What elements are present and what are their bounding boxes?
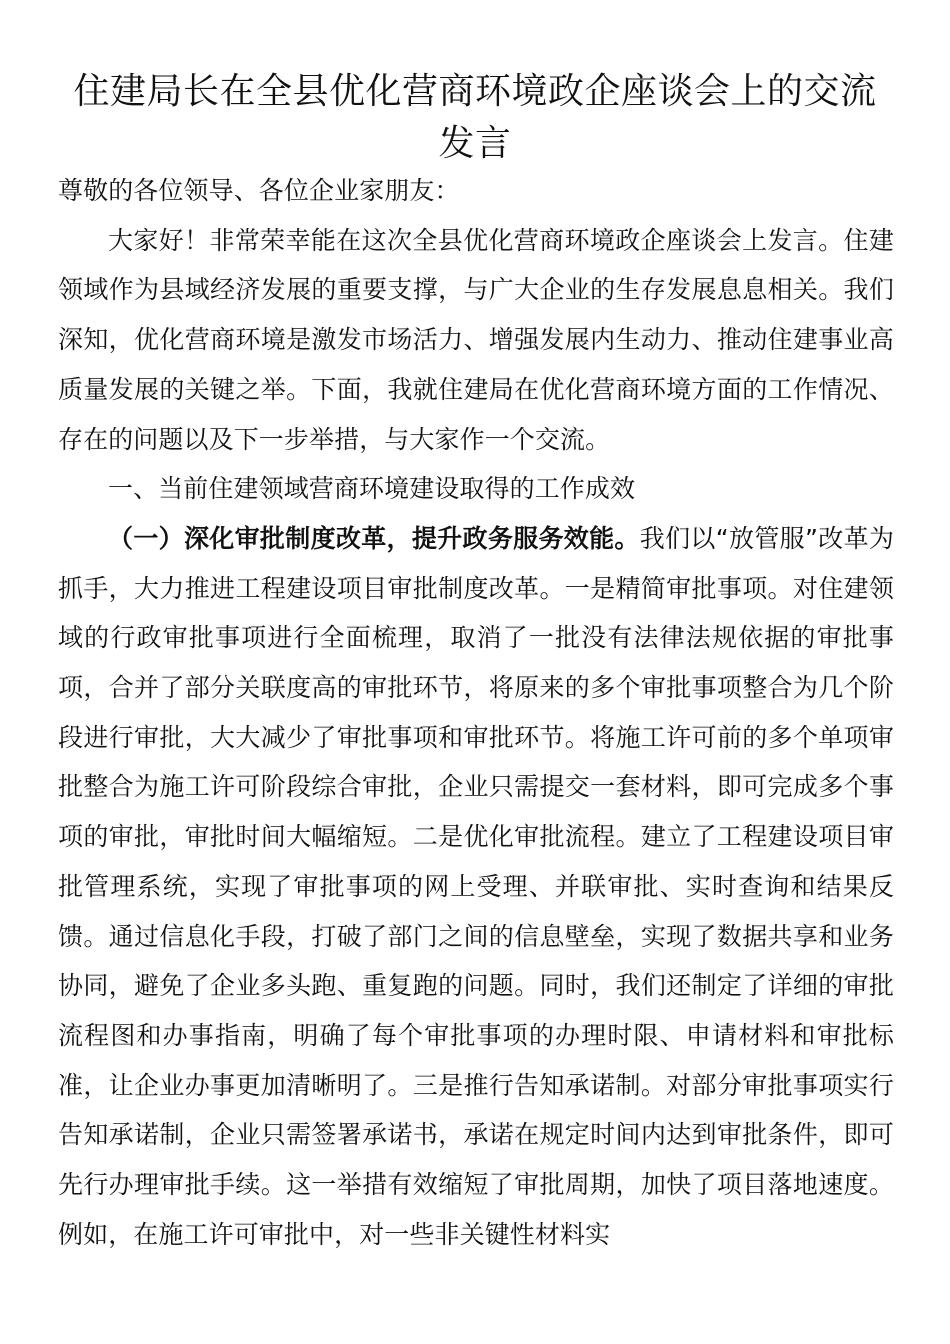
- subsection-paragraph: [58, 514, 894, 1260]
- subsection-text: 我们以“放管服”改革为抓手，大力推进工程建设项目审批制度改革。一是精简审批事项。对住建领域的行政审批事项进行全面梳理，取消了一批没有法律法规依据的审批事项，合并了部分关联度高的审批环节，将原来的多个审批事项整合为几个阶段进行审批，大大减少了审批事项和审批环节。将施工许可前的多个单项审批整合为施工许可阶段综合审批，企业只需提交一套材料，即可完成多个事项的审批，审批时间大幅缩短。二是优化审批流程。建立了工程建设项目审批管理系统，实现了审批事项的网上受理、并联审批、实时查询和结果反馈。通过信息化手段，打破了部门之间的信息壁垒，实现了数据共享和业务协同，避免了企业多头跑、重复跑的问题。同时，我们还制定了详细的审批流程图和办事指南，明确了每个审批事项的办理时限、申请材料和审批标准，让企业办事更加清晰明了。三是推行告知承诺制。对部分审批事项实行告知承诺制，企业只需签署承诺书，承诺在规定时间内达到审批条件，即可先行办理审批手续。这一举措有效缩短了审批周期，加快了项目落地速度。例如，在施工许可审批中，对一些非关键性材料实: [58, 523, 894, 1249]
- document-body: [58, 166, 894, 1259]
- salutation: 尊敬的各位领导、各位企业家朋友：: [58, 176, 460, 205]
- subsection-heading: （一）深化审批制度改革，提升政务服务效能。: [108, 523, 640, 553]
- document-title: 住建局长在全县优化营商环境政企座谈会上的交流发言: [73, 71, 877, 164]
- section-heading: 一、当前住建领域营商环境建设取得的工作成效: [108, 474, 636, 504]
- opening-paragraph: 大家好！非常荣幸能在这次全县优化营商环境政企座谈会上发言。住建领域作为县域经济发展的重要支撑，与广大企业的生存发展息息相关。我们深知，优化营商环境是激发市场活力、增强发展内生动力、推动住建事业高质量发展的关键之举。下面，我就住建局在优化营商环境方面的工作情况、存在的问题以及下一步举措，与大家作一个交流。: [58, 225, 894, 454]
